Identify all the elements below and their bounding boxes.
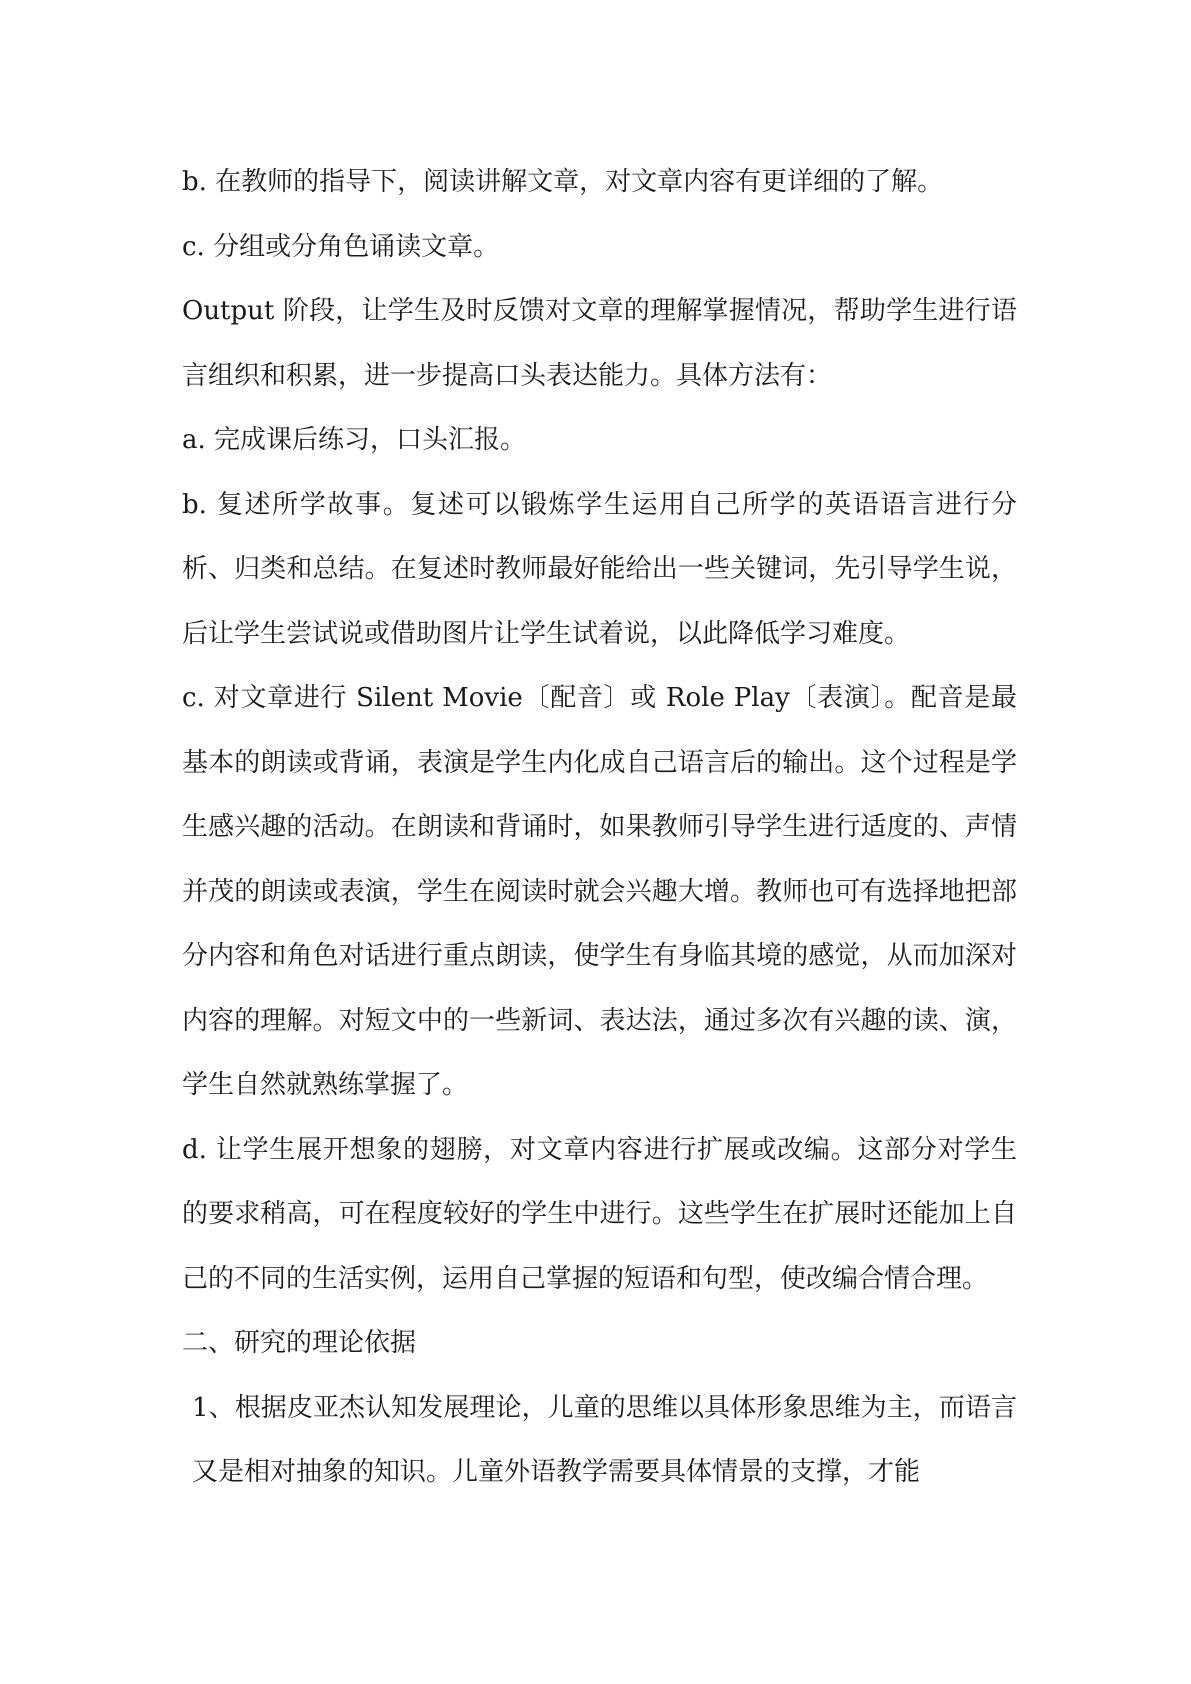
paragraph-d-imagination: d. 让学生展开想象的翅膀，对文章内容进行扩展或改编。这部分对学生的要求稍高，可在程度较好的学生中进行。这些学生在扩展时还能加上自己的不同的生活实例，运用自己掌握的短语和句型，使改编合情合理。	[182, 1134, 1017, 1294]
paragraph-b-guided-reading: b. 在教师的指导下，阅读讲解文章，对文章内容有更详细的了解。	[182, 167, 944, 197]
paragraph-c-silent-movie: c. 对文章进行 Silent Movie〔配音〕或 Role Play〔表演〕。配音是最基本的朗读或背诵，表演是学生内化成自己语言后的输出。这个过程是学生感兴趣的活动。在朗读和背诵时，如果教师引导学生进行适度的、声情并茂的朗读或表演，学生在阅读时就会兴趣大增。教师也可有选择地把部分内容和角色对话进行重点朗读，使学生有身临其境的感觉，从而加深对内容的理解。对短文中的一些新词、表达法，通过多次有兴趣的读、演，学生自然就熟练掌握了。	[182, 683, 1017, 1100]
paragraph-c-group-reading: c. 分组或分角色诵读文章。	[182, 231, 500, 262]
paragraph-b-retelling: b. 复述所学故事。复述可以锻炼学生运用自己所学的英语语言进行分析、归类和总结。在复述时教师最好能给出一些关键词，先引导学生说，后让学生尝试说或借助图片让学生试着说，以此降低学习难度。	[182, 489, 1017, 649]
document-body	[182, 150, 1017, 1505]
paragraph-output-stage: Output 阶段，让学生及时反馈对文章的理解掌握情况，帮助学生进行语言组织和积累，进一步提高口头表达能力。具体方法有：	[182, 296, 1017, 391]
paragraph-a-exercises: a. 完成课后练习，口头汇报。	[182, 425, 527, 455]
paragraph-piaget-theory: 1、根据皮亚杰认知发展理论，儿童的思维以具体形象思维为主，而语言又是相对抽象的知识。儿童外语教学需要具体情景的支撑，才能	[192, 1392, 1017, 1487]
section-heading-theory: 二、研究的理论依据	[182, 1328, 417, 1358]
